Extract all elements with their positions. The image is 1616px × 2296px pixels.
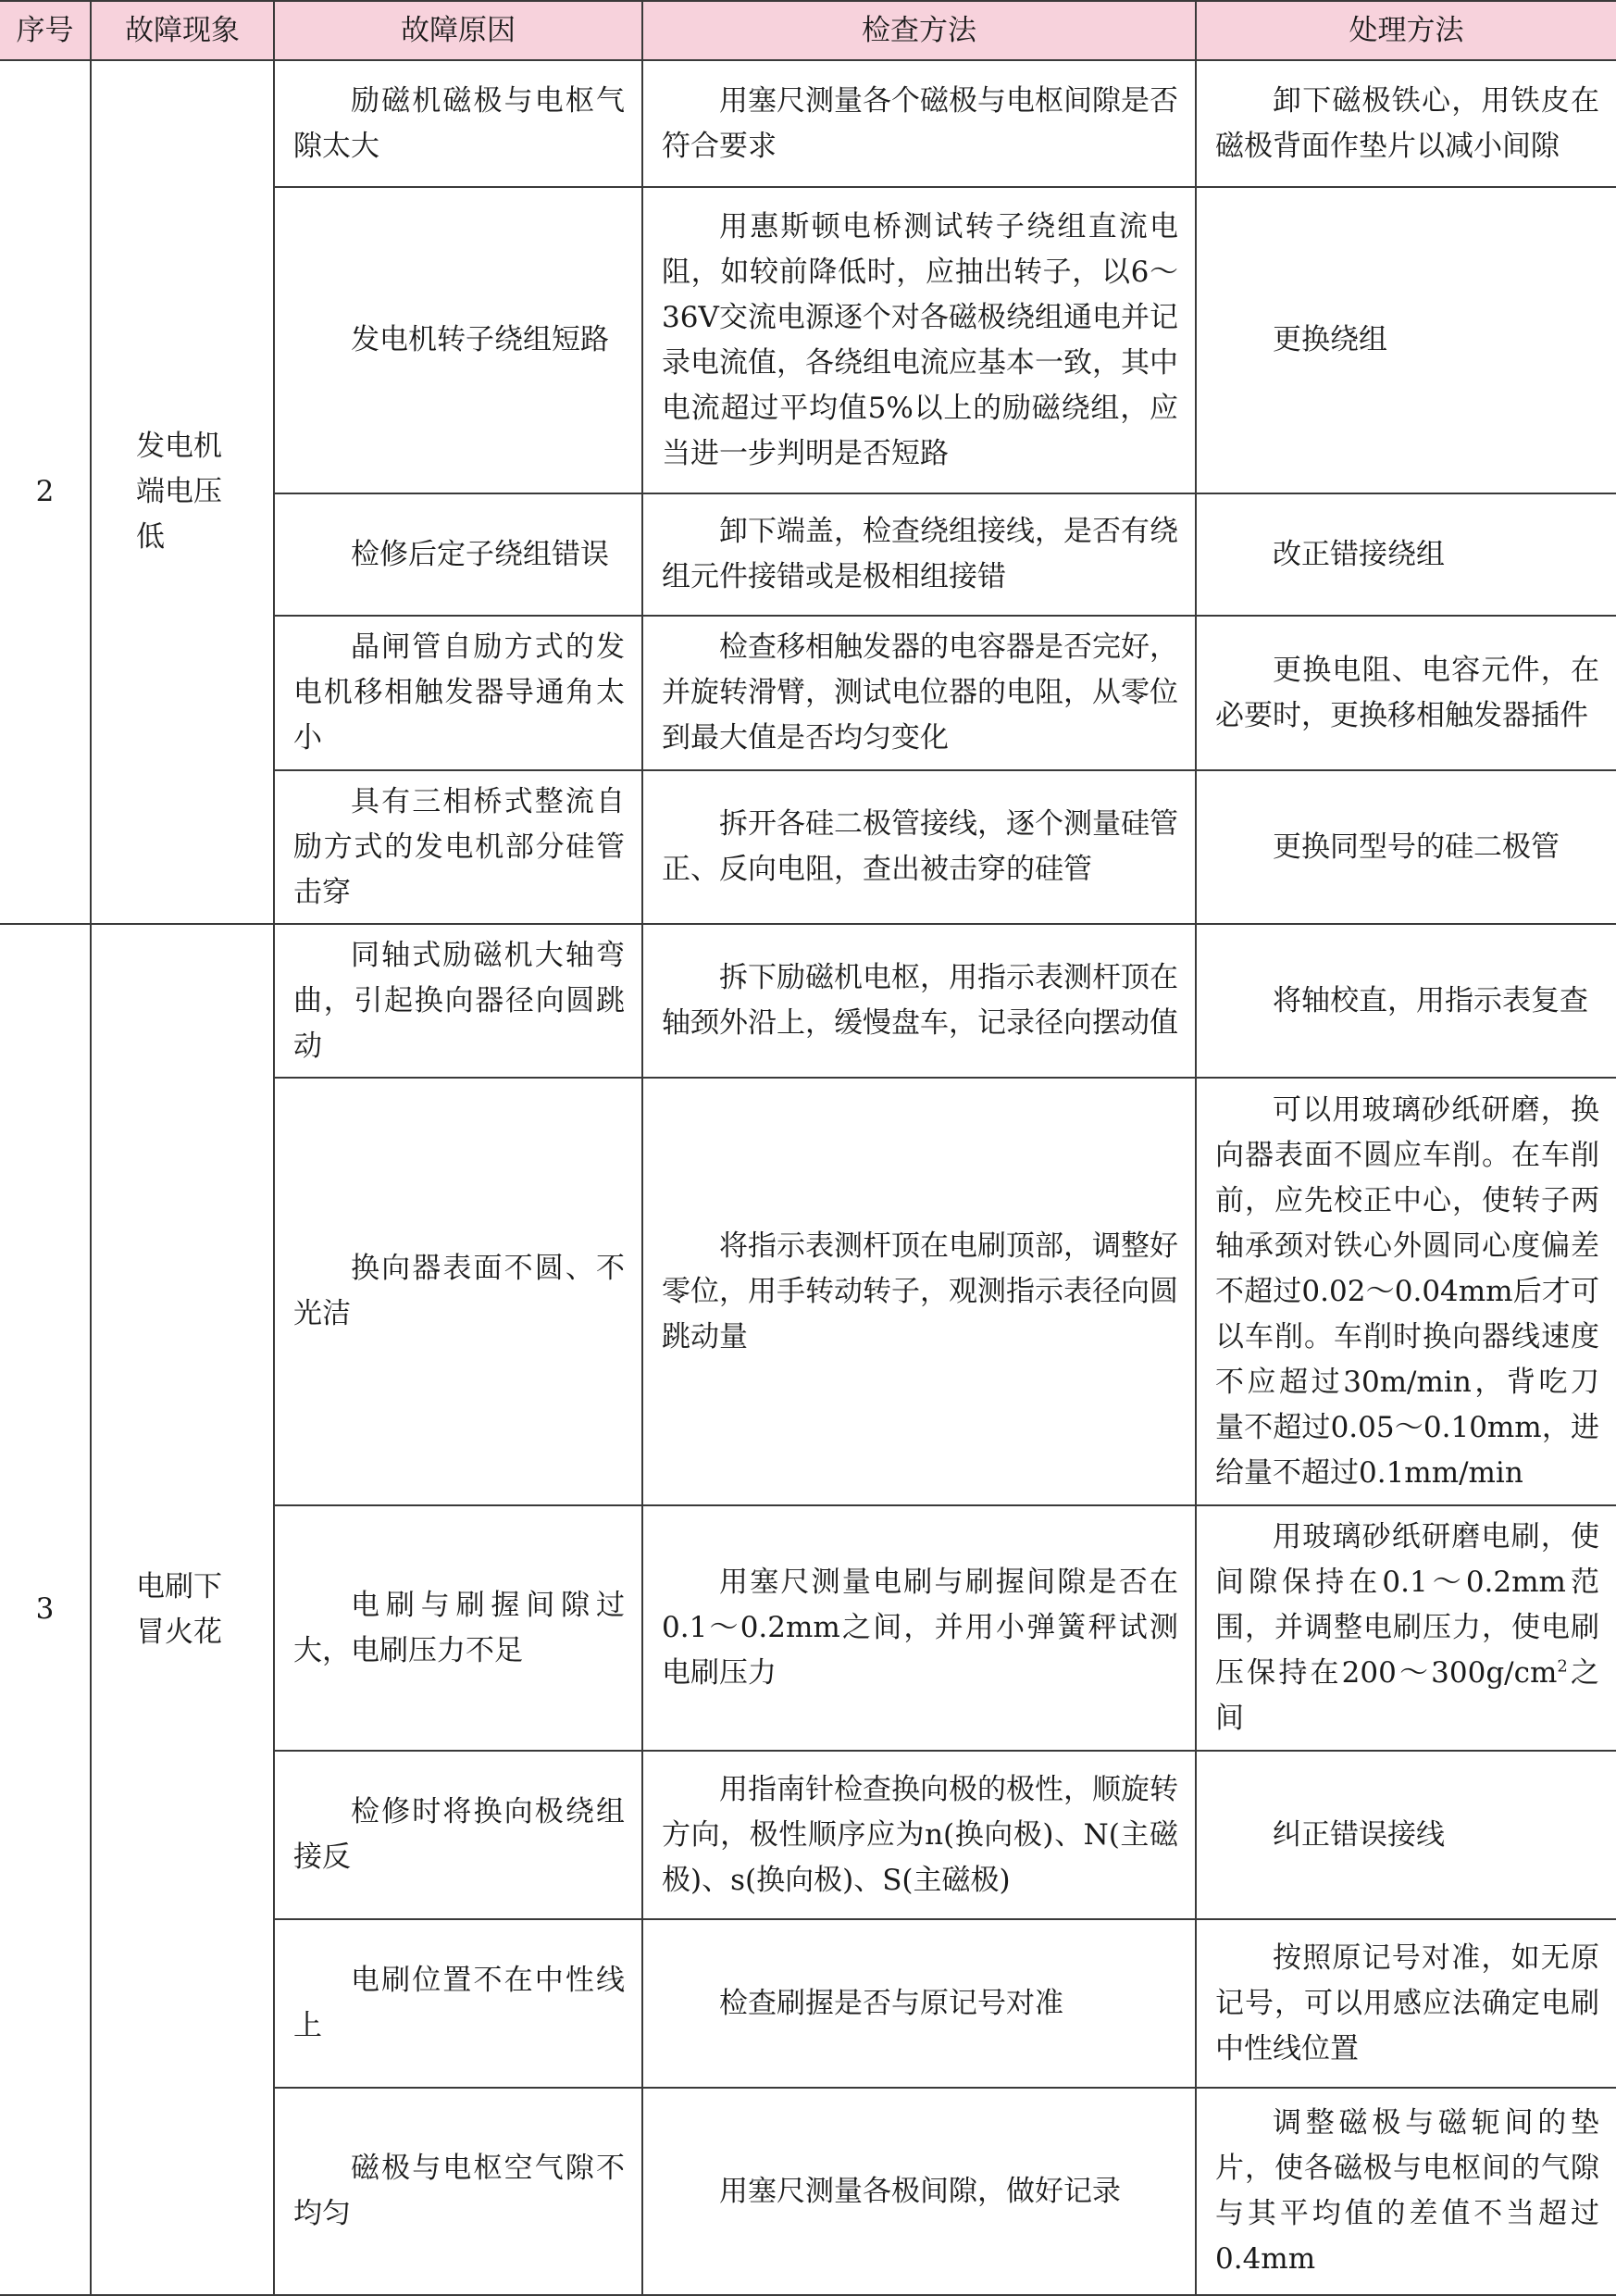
fix-method: 卸下磁极铁心，用铁皮在磁极背面作垫片以减小间隙 bbox=[1196, 60, 1616, 187]
header-fix: 处理方法 bbox=[1196, 1, 1616, 60]
check-method: 拆开各硅二极管接线，逐个测量硅管正、反向电阻，查出被击穿的硅管 bbox=[642, 770, 1196, 924]
check-method: 检查移相触发器的电容器是否完好，并旋转滑臂，测试电位器的电阻，从零位到最大值是否均匀变化 bbox=[642, 616, 1196, 770]
fault-cause: 电刷位置不在中性线上 bbox=[274, 1919, 642, 2088]
check-method: 用指南针检查换向极的极性，顺旋转方向，极性顺序应为n(换向极)、N(主磁极)、s(换向极)、S(主磁极) bbox=[642, 1751, 1196, 1919]
fix-method: 调整磁极与磁轭间的垫片，使各磁极与电枢间的气隙与其平均值的差值不当超过0.4mm bbox=[1196, 2088, 1616, 2295]
fault-cause: 发电机转子绕组短路 bbox=[274, 187, 642, 493]
fix-method: 按照原记号对准，如无原记号，可以用感应法确定电刷中性线位置 bbox=[1196, 1919, 1616, 2088]
fix-method: 用玻璃砂纸研磨电刷，使间隙保持在0.1～0.2mm范围，并调整电刷压力，使电刷压保持在$200\sim 300g/cm^2$之间 bbox=[1196, 1505, 1616, 1751]
fix-method: 更换绕组 bbox=[1196, 187, 1616, 493]
fault-cause: 具有三相桥式整流自励方式的发电机部分硅管击穿 bbox=[274, 770, 642, 924]
fix-method: 改正错接绕组 bbox=[1196, 493, 1616, 616]
check-method: 卸下端盖，检查绕组接线，是否有绕组元件接错或是极相组接错 bbox=[642, 493, 1196, 616]
fault-cause: 换向器表面不圆、不光洁 bbox=[274, 1078, 642, 1505]
table-row bbox=[0, 924, 1616, 1078]
header-row bbox=[0, 1, 1616, 60]
check-method: 用塞尺测量电刷与刷握间隙是否在0.1～0.2mm之间，并用小弹簧秤试测电刷压力 bbox=[642, 1505, 1196, 1751]
check-method: 拆下励磁机电枢，用指示表测杆顶在轴颈外沿上，缓慢盘车，记录径向摆动值 bbox=[642, 924, 1196, 1078]
header-phenomenon: 故障现象 bbox=[91, 1, 274, 60]
fault-cause: 检修后定子绕组错误 bbox=[274, 493, 642, 616]
fix-method: 更换同型号的硅二极管 bbox=[1196, 770, 1616, 924]
check-method: 检查刷握是否与原记号对准 bbox=[642, 1919, 1196, 2088]
fix-method: 更换电阻、电容元件，在必要时，更换移相触发器插件 bbox=[1196, 616, 1616, 770]
header-cause: 故障原因 bbox=[274, 1, 642, 60]
row-number: 2 bbox=[0, 60, 91, 924]
fault-phenomenon: 发电机端电压低 bbox=[91, 60, 274, 924]
fault-phenomenon: 电刷下冒火花 bbox=[91, 924, 274, 2295]
check-method: 将指示表测杆顶在电刷顶部，调整好零位，用手转动转子，观测指示表径向圆跳动量 bbox=[642, 1078, 1196, 1505]
fix-method: 纠正错误接线 bbox=[1196, 1751, 1616, 1919]
fault-cause: 励磁机磁极与电枢气隙太大 bbox=[274, 60, 642, 187]
header-check: 检查方法 bbox=[642, 1, 1196, 60]
fix-method: 将轴校直，用指示表复查 bbox=[1196, 924, 1616, 1078]
fault-cause: 电刷与刷握间隙过大，电刷压力不足 bbox=[274, 1505, 642, 1751]
check-method: 用塞尺测量各个磁极与电枢间隙是否符合要求 bbox=[642, 60, 1196, 187]
fault-cause: 晶闸管自励方式的发电机移相触发器导通角太小 bbox=[274, 616, 642, 770]
row-number: 3 bbox=[0, 924, 91, 2295]
check-method: 用惠斯顿电桥测试转子绕组直流电阻，如较前降低时，应抽出转子，以6～36V交流电源逐个对各磁极绕组通电并记录电流值，各绕组电流应基本一致，其中电流超过平均值5%以上的励磁绕组，应当进一步判明是否短路 bbox=[642, 187, 1196, 493]
fault-cause: 同轴式励磁机大轴弯曲，引起换向器径向圆跳动 bbox=[274, 924, 642, 1078]
fix-method: 可以用玻璃砂纸研磨，换向器表面不圆应车削。在车削前，应先校正中心，使转子两轴承颈对铁心外圆同心度偏差不超过0.02～0.04mm后才可以车削。车削时换向器线速度不应超过30m/min，背吃刀量不超过0.05～0.10mm，进给量不超过0.1mm/min bbox=[1196, 1078, 1616, 1505]
header-no: 序号 bbox=[0, 1, 91, 60]
fault-cause: 磁极与电枢空气隙不均匀 bbox=[274, 2088, 642, 2295]
fault-cause: 检修时将换向极绕组接反 bbox=[274, 1751, 642, 1919]
check-method: 用塞尺测量各极间隙，做好记录 bbox=[642, 2088, 1196, 2295]
table-row bbox=[0, 60, 1616, 187]
